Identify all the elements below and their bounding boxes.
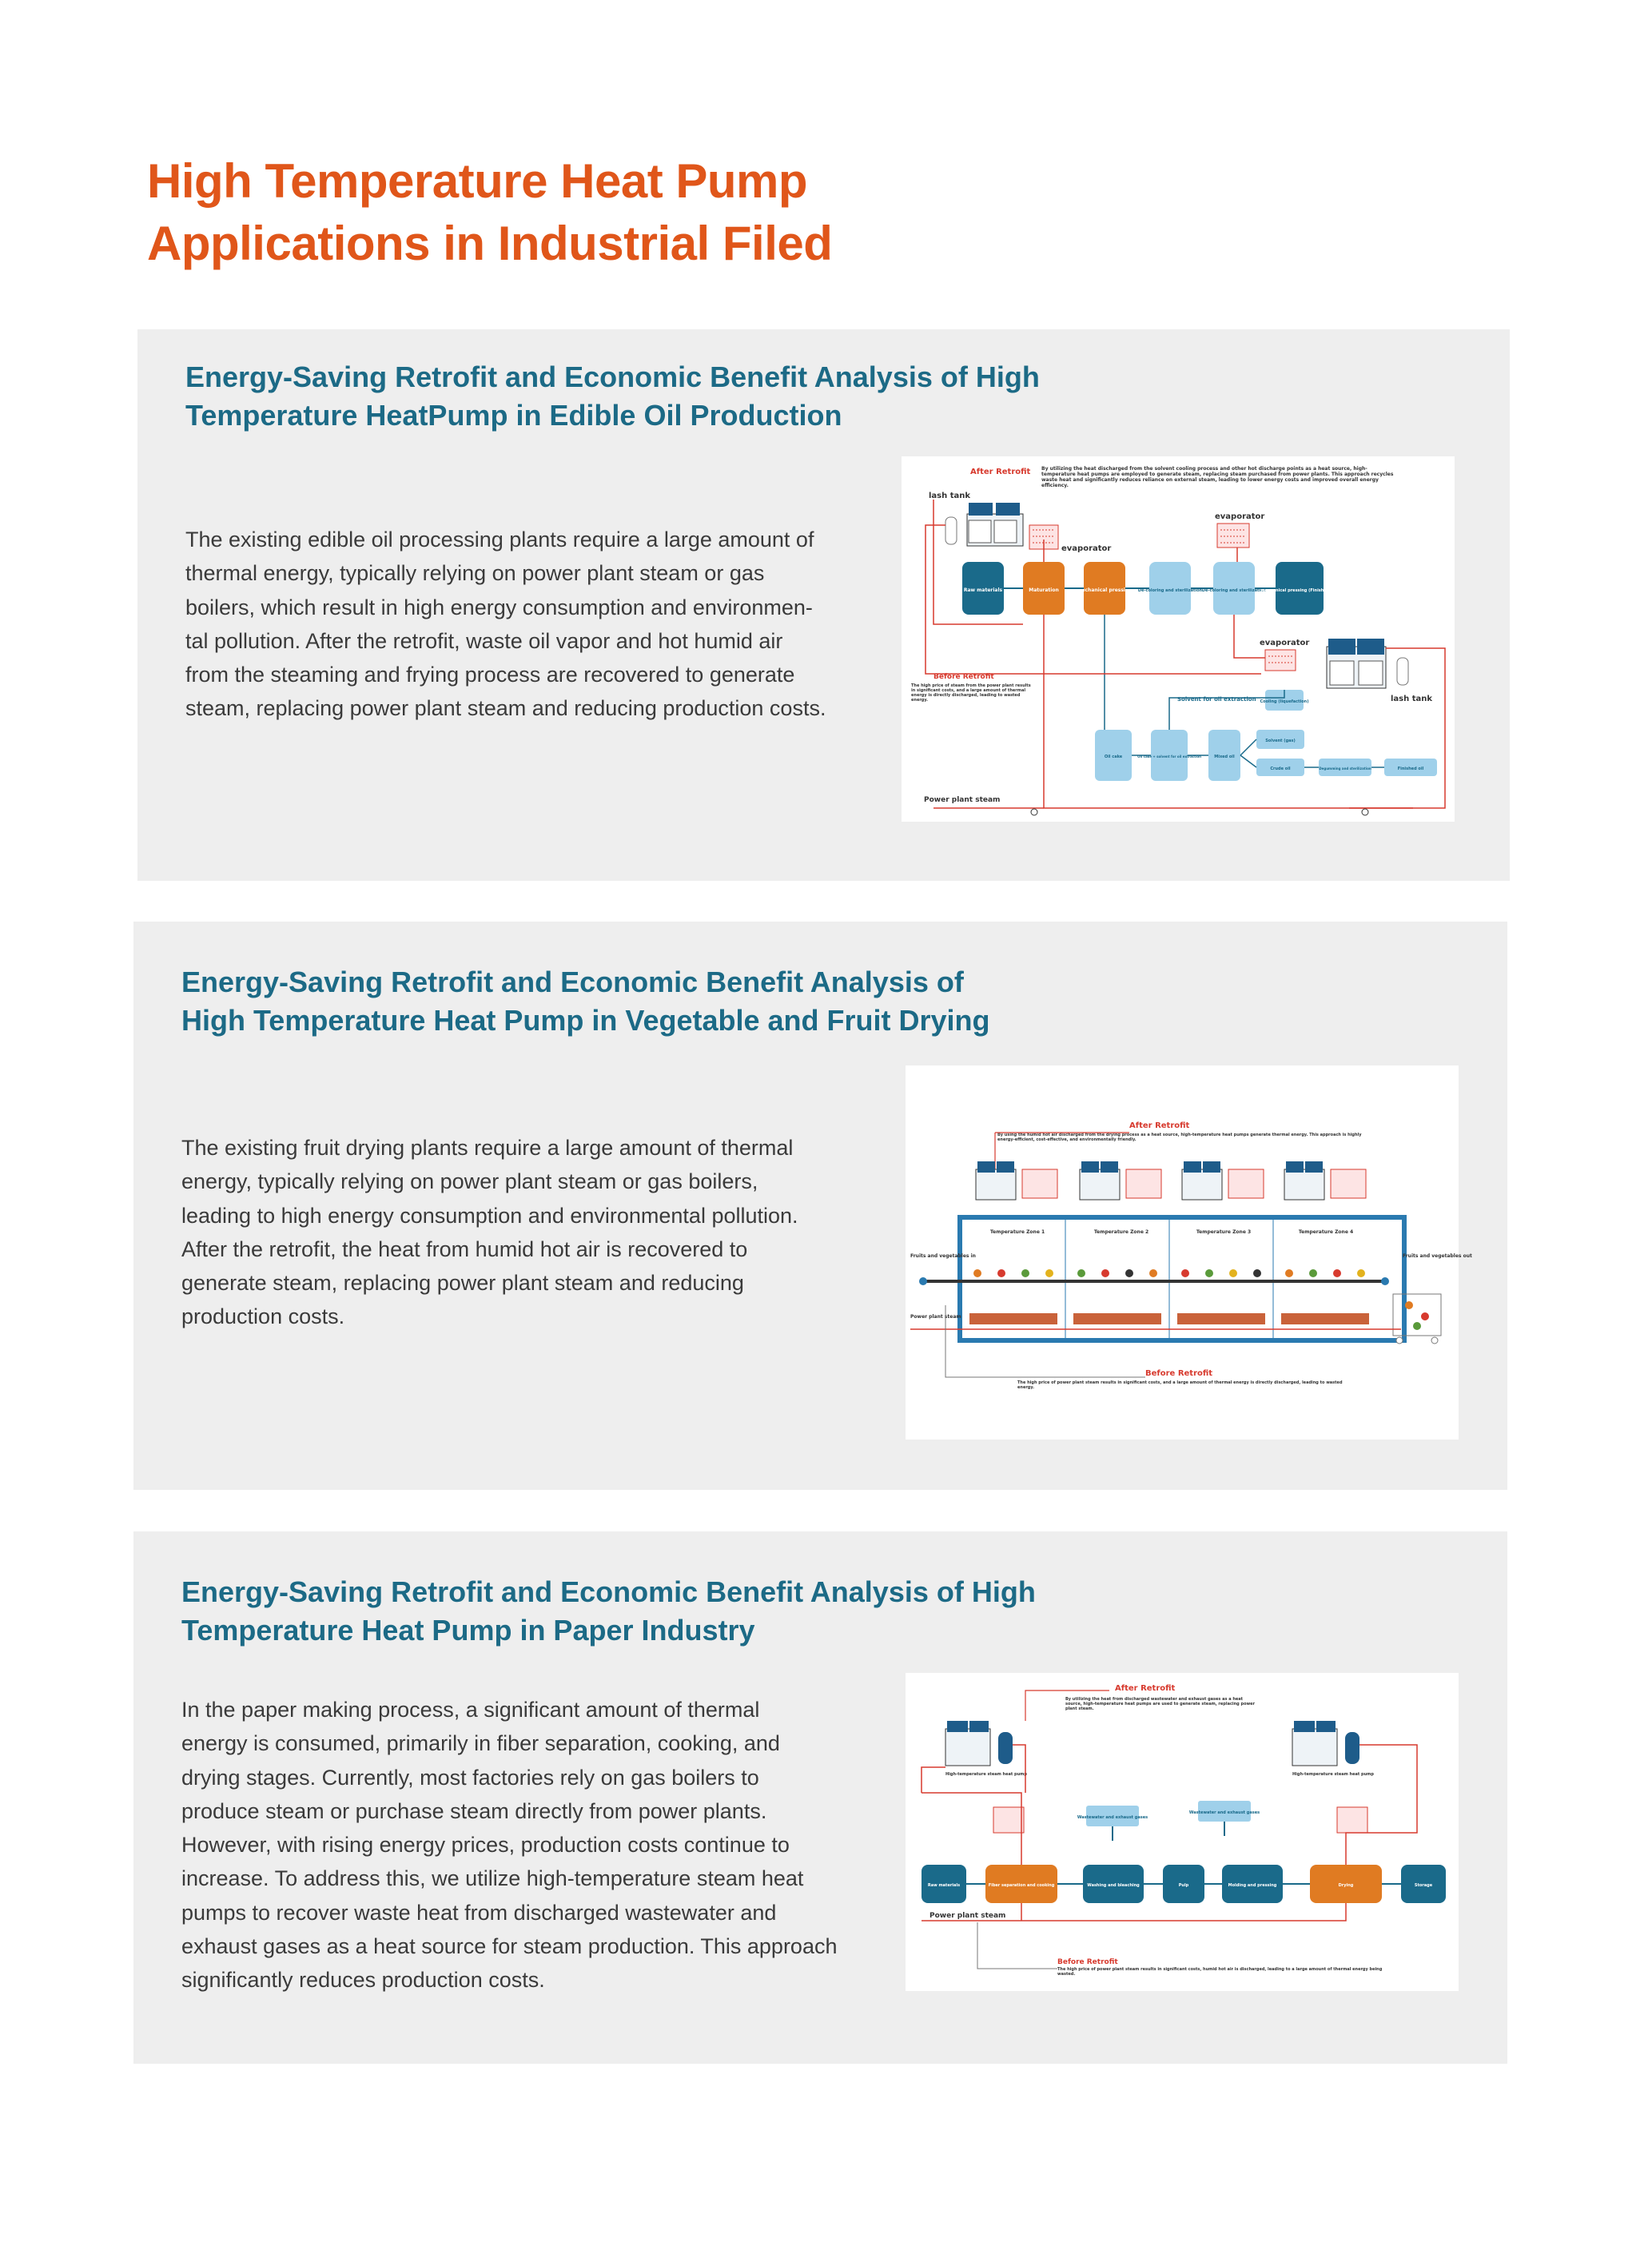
body-line: drying stages. Currently, most factories rely on gas boilers to <box>181 1765 759 1790</box>
flash-tank-left-label: lash tank <box>929 492 971 500</box>
body-line: thermal energy, typically relying on power plant steam or gas <box>185 561 765 586</box>
section-title-line: Energy-Saving Retrofit and Economic Benefit Analysis of <box>181 966 964 998</box>
after-retrofit-note: By utilizing the heat discharged from the solvent cooling process and other hot discharge points as a heat source, high-temperature heat pumps are employed to generate steam, replacing steam purchased from power plants. This approach recycles waste heat and significantly reduces reliance on external steam, leading to lower energy costs and improved overall energy efficiency. <box>1041 466 1394 488</box>
heat-pump-label: High-temperature steam heat pump <box>1292 1772 1374 1777</box>
svg-text:Mechanical pressing (Finished: Mechanical pressing (Finished oil) <box>1260 588 1339 593</box>
section-title-line: Energy-Saving Retrofit and Economic Benefit Analysis of High <box>185 360 1040 393</box>
fruit-cart-icon <box>1393 1294 1441 1344</box>
before-retrofit-note: The high price of power plant steam results in significant costs, and a large amount of thermal energy is directly discharged, leading to wasted energy. <box>1017 1380 1343 1390</box>
section-body <box>185 523 849 726</box>
process-node-washing-bleaching <box>1083 1865 1144 1903</box>
process-node-maturation <box>1023 562 1065 615</box>
body-line: tal pollution. After the retrofit, waste oil vapor and hot humid air <box>185 628 783 653</box>
page-title-line-2: Applications in Industrial Filed <box>147 217 833 270</box>
flash-tank-right-label: lash tank <box>1391 695 1433 703</box>
svg-text:Cooling (liquefaction): Cooling (liquefaction) <box>1260 699 1309 704</box>
evaporator-coil-icon <box>993 1807 1024 1833</box>
section-paper-industry <box>133 1531 1507 2064</box>
body-line: steam, replacing power plant steam and reducing production costs. <box>185 696 826 721</box>
zone-2-label: Temperature Zone 2 <box>1093 1229 1149 1235</box>
heat-pump-unit-icon <box>1182 1161 1264 1200</box>
body-line: exhaust gases as a heat source for steam production. This approach <box>181 1934 838 1959</box>
process-node-fiber-separation <box>985 1865 1057 1903</box>
heat-pump-unit-icon <box>967 503 1023 546</box>
body-line: energy, typically relying on power plant steam or gas boilers, <box>181 1169 758 1194</box>
heat-pump-unit-icon <box>1080 1161 1161 1200</box>
flash-tank-icon <box>945 517 957 544</box>
evaporator-coil-icon <box>1217 524 1249 548</box>
evaporator-coil-icon <box>1337 1807 1367 1833</box>
svg-text:De-coloring and sterilization: De-coloring and sterilization <box>1201 588 1267 593</box>
steam-heat-pump-icon <box>945 1721 1013 1766</box>
zone-3-label: Temperature Zone 3 <box>1196 1229 1252 1235</box>
section-title-line: High Temperature Heat Pump in Vegetable and Fruit Drying <box>181 1004 990 1037</box>
svg-text:Washing and bleaching: Washing and bleaching <box>1087 1883 1140 1888</box>
after-retrofit-label: After Retrofit <box>970 468 1031 476</box>
body-line: energy is consumed, primarily in fiber separation, cooking, and <box>181 1731 780 1756</box>
power-plant-steam-label: Power plant steam <box>929 1912 1006 1920</box>
edible-oil-process-diagram <box>902 456 1455 822</box>
body-line: boilers, which result in high energy consumption and environmen- <box>185 595 813 619</box>
svg-text:Maturation: Maturation <box>1029 587 1059 593</box>
process-node-raw-materials <box>962 562 1004 615</box>
before-retrofit-label: Before Retrofit <box>1145 1369 1213 1378</box>
process-node-drying <box>1310 1865 1382 1903</box>
temperature-zone-labels <box>990 1229 1353 1235</box>
body-line: After the retrofit, the heat from humid hot air is recovered to <box>181 1236 748 1261</box>
evaporator-label: evaporator <box>1260 639 1310 647</box>
svg-text:Molding and pressing: Molding and pressing <box>1228 1883 1277 1888</box>
svg-text:Wastewater and exhaust gases: Wastewater and exhaust gases <box>1077 1815 1148 1820</box>
svg-text:Wastewater and exhaust gases: Wastewater and exhaust gases <box>1188 1810 1260 1815</box>
body-line: significantly reduces production costs. <box>181 1968 545 1993</box>
heat-pump-unit-icon <box>1284 1161 1366 1200</box>
before-retrofit-note: The high price of steam from the power plant results in significant costs, and a large amount of thermal energy is directly discharged, leading to wasted energy. <box>911 683 1031 703</box>
section-body <box>181 1131 845 1334</box>
flash-tank-icon <box>1397 658 1408 685</box>
heat-pump-unit-icon <box>976 1161 1057 1200</box>
section-title <box>181 1573 1061 1650</box>
process-node-degumming <box>1319 759 1371 776</box>
svg-text:Drying: Drying <box>1338 1883 1354 1888</box>
zone-4-label: Temperature Zone 4 <box>1298 1229 1354 1235</box>
process-node-raw-materials <box>922 1865 966 1903</box>
fruit-drying-process-diagram <box>906 1065 1472 1440</box>
section-title <box>181 963 1061 1040</box>
heat-pump-unit-icon <box>1327 639 1386 688</box>
evaporator-label: evaporator <box>1215 512 1265 521</box>
solvent-label: Solvent for oil extraction <box>1177 696 1256 703</box>
steam-heat-pump-icon <box>1292 1721 1359 1766</box>
body-line: produce steam or purchase steam directly from power plants. <box>181 1798 767 1823</box>
svg-text:Degumming and sterilization: Degumming and sterilization <box>1319 767 1371 771</box>
svg-text:Pulp: Pulp <box>1178 1883 1189 1888</box>
evaporator-label: evaporator <box>1061 544 1112 553</box>
svg-text:Fiber separation and cooking: Fiber separation and cooking <box>988 1883 1055 1888</box>
process-node-crude-oil <box>1256 759 1304 776</box>
svg-text:Mixed oil: Mixed oil <box>1214 755 1235 759</box>
svg-text:Raw materials: Raw materials <box>963 587 1003 593</box>
process-node-oil-cake <box>1095 730 1132 781</box>
section-title <box>185 358 1065 435</box>
svg-text:Oil cake + solvent for oil ext: Oil cake + solvent for oil extraction <box>1137 755 1201 759</box>
body-line: from the steaming and frying process are recovered to generate <box>185 663 795 687</box>
section-body <box>181 1693 845 1997</box>
wastewater-box <box>1077 1806 1148 1826</box>
process-node-molding-pressing <box>1222 1865 1283 1903</box>
body-line: The existing edible oil processing plants require a large amount of <box>185 528 814 552</box>
before-retrofit-label: Before Retrofit <box>1057 1958 1118 1966</box>
valve-icon <box>1031 809 1037 815</box>
svg-text:Solvent (gas): Solvent (gas) <box>1265 739 1296 743</box>
valve-icon <box>1362 809 1368 815</box>
svg-text:Oil cake: Oil cake <box>1104 755 1123 759</box>
power-plant-steam-label: Power plant steam <box>910 1314 961 1320</box>
svg-text:Finished oil: Finished oil <box>1397 767 1424 771</box>
process-node-finished-oil-lower <box>1384 759 1437 776</box>
after-retrofit-label: After Retrofit <box>1115 1684 1176 1693</box>
page-title-line-1: High Temperature Heat Pump <box>147 154 808 208</box>
svg-text:Raw materials: Raw materials <box>927 1883 961 1888</box>
power-plant-steam-label: Power plant steam <box>924 796 1001 804</box>
zone-1-label: Temperature Zone 1 <box>989 1229 1045 1235</box>
body-line: production costs. <box>181 1304 345 1329</box>
body-line: generate steam, replacing power plant steam and reducing <box>181 1271 744 1296</box>
process-node-pulp <box>1163 1865 1204 1903</box>
body-line: pumps to recover waste heat from discharged wastewater and <box>181 1900 777 1925</box>
svg-text:Storage: Storage <box>1414 1883 1433 1888</box>
process-node-storage <box>1401 1865 1446 1903</box>
section-edible-oil <box>137 329 1510 881</box>
after-retrofit-label: After Retrofit <box>1129 1121 1190 1130</box>
fruits-out-label: Fruits and vegetables out <box>1403 1253 1472 1259</box>
before-retrofit-label: Before Retrofit <box>933 673 994 681</box>
paper-industry-process-diagram <box>906 1673 1459 1991</box>
heat-pump-label: High-temperature steam heat pump <box>945 1772 1027 1777</box>
section-title-line: Temperature HeatPump in Edible Oil Production <box>185 399 842 432</box>
svg-text:De-coloring and sterilization: De-coloring and sterilization <box>1137 588 1203 593</box>
process-node-mixed-oil <box>1208 730 1240 781</box>
body-line: The existing fruit drying plants require a large amount of thermal <box>181 1136 794 1160</box>
body-line: increase. To address this, we utilize high-temperature steam heat <box>181 1866 804 1891</box>
wastewater-box <box>1189 1801 1260 1822</box>
svg-text:Mechanical pressing: Mechanical pressing <box>1077 587 1133 593</box>
section-fruit-drying <box>133 922 1507 1490</box>
after-retrofit-note: By using the humid hot air discharged from the drying process as a heat source, high-temperature heat pumps generate thermal energy. This approach is highly energy-efficient, cost-effective, and environmentally friendly. <box>997 1133 1362 1142</box>
page-title <box>147 150 1106 275</box>
evaporator-coil-icon <box>1265 650 1296 671</box>
body-line: However, with rising energy prices, production costs continue to <box>181 1833 790 1858</box>
body-line: In the paper making process, a significant amount of thermal <box>181 1698 760 1722</box>
before-retrofit-note: The high price of power plant steam results in significant costs, humid hot air is discharged, leading to a large amount of thermal energy being wasted. <box>1057 1967 1383 1977</box>
after-retrofit-note: By utilizing the heat from discharged wastewater and exhaust gases as a heat source, high-temperature heat pumps are used to generate steam, replacing power plant steam. <box>1065 1697 1255 1711</box>
process-node-solvent-gas <box>1256 730 1304 749</box>
body-line: leading to high energy consumption and environmental pollution. <box>181 1203 798 1228</box>
section-title-line: Temperature Heat Pump in Paper Industry <box>181 1614 755 1647</box>
svg-text:Crude oil: Crude oil <box>1270 767 1291 771</box>
fruits-in-label: Fruits and vegetables in <box>910 1253 976 1259</box>
section-title-line: Energy-Saving Retrofit and Economic Benefit Analysis of High <box>181 1575 1036 1608</box>
process-node-mechanical-pressing <box>1077 562 1132 615</box>
